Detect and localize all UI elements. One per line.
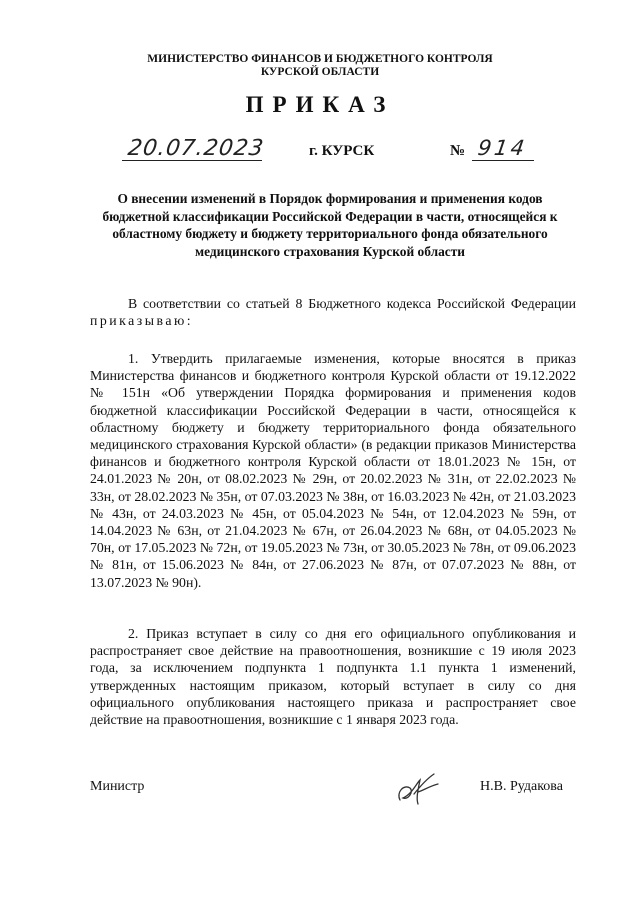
number-sign: № <box>450 143 466 159</box>
signer-name: Н.В. Рудакова <box>480 779 563 794</box>
date-underline <box>122 160 262 161</box>
number-underline <box>472 160 534 161</box>
item-1-paragraph: 1. Утвердить прилагаемые изменения, которые вносятся в приказ Министерства финансов и бюджетного контроля Курской области от 19.12.2022 № 151н «Об утверждении Порядка формирования и применения кодов бюджетной классификации Российской Федерации в части, относящейся к областному бюджету и бюджету территориального фонда обязательного медицинского страхования Курской области» (в редакции приказов Министерства финансов и бюджетного контроля Курской области от 18.01.2023 № 15н, от 24.01.2023 № 20н, от 08.02.2023 № 29н, от 20.02.2023 № 31н, от 22.02.2023 № 33н, от 28.02.2023 № 35н, от 07.03.2023 № 38н, от 16.03.2023 № 42н, от 21.03.2023 № 43н, от 24.03.2023 № 45н, от 05.04.2023 № 54н, от 12.04.2023 № 59н, от 14.04.2023 № 63н, от 21.04.2023 № 67н, от 26.04.2023 № 68н, от 04.05.2023 № 70н, от 17.05.2023 № 72н, от 19.05.2023 № 73н, от 30.05.2023 № 78н, от 09.06.2023 № 81н, от 15.06.2023 № 84н, от 27.06.2023 № 87н, от 07.07.2023 № 88н, от 13.07.2023 № 90н). <box>90 351 576 590</box>
document-title: ПРИКАЗ <box>245 92 395 117</box>
handwritten-date: 20.07.2023 <box>126 136 266 161</box>
handwritten-number: 914 <box>476 136 529 160</box>
document-subject: О внесении изменений в Порядок формирования и применения кодов бюджетной классификации Российской Федерации в части, относящейся к областному бюджету и бюджету территориального фонда обязательного медицинского страхования Курской области <box>102 191 558 259</box>
order-word: приказываю: <box>90 313 194 329</box>
handwritten-signature <box>394 770 444 810</box>
preamble-text: В соответствии со статьей 8 Бюджетного кодекса Российской Федерации <box>128 296 576 311</box>
ministry-name-line1: МИНИСТЕРСТВО ФИНАНСОВ И БЮДЖЕТНОГО КОНТРОЛЯ <box>147 53 493 65</box>
signer-role: Министр <box>90 779 145 794</box>
ministry-name-line2: КУРСКОЙ ОБЛАСТИ <box>260 66 380 78</box>
city-label: г. КУРСК <box>309 143 375 159</box>
preamble-paragraph <box>90 295 576 329</box>
item-2-paragraph: 2. Приказ вступает в силу со дня его официального опубликования и распространяет свое действие на правоотношения, возникшие с 19 июля 2023 года, за исключением подпункта 1 подпункта 1.1 пункта 1 изменений, утвержденных настоящим приказом, который вступает в силу со дня официального опубликования настоящего приказа и распространяет свое действие на правоотношения, возникшие с 1 января 2023 года. <box>90 626 576 728</box>
